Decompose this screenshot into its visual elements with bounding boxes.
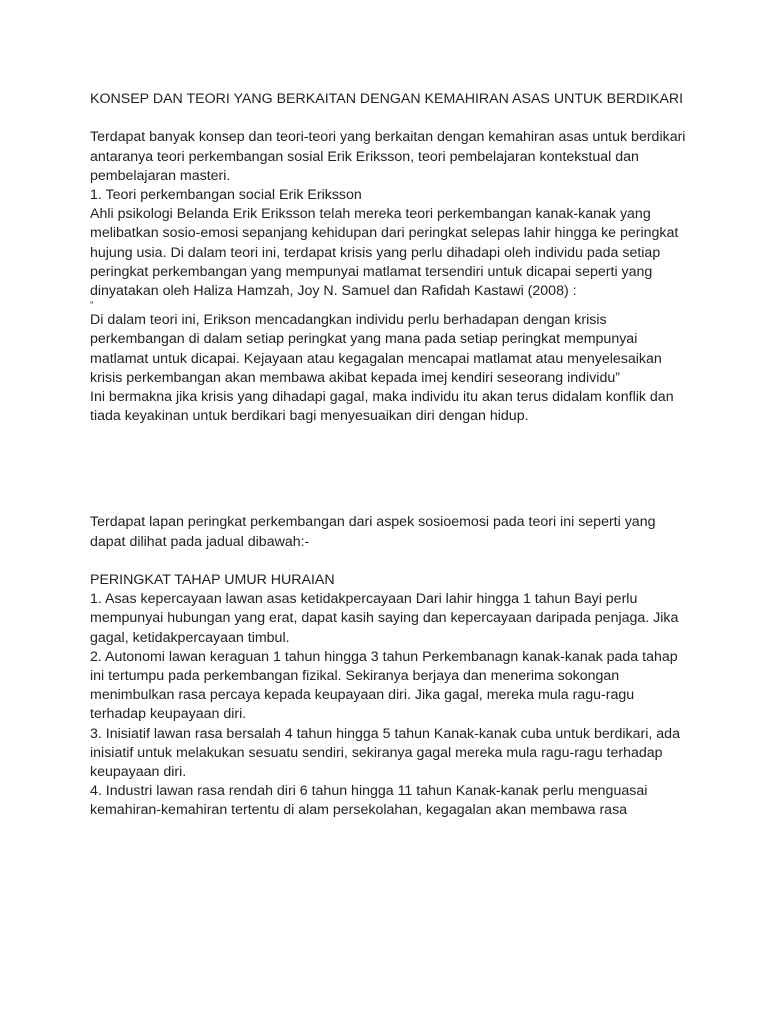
document-title: KONSEP DAN TEORI YANG BERKAITAN DENGAN KEMAHIRAN ASAS UNTUK BERDIKARI [90,91,684,107]
stage-item: 3. Inisiatif lawan rasa bersalah 4 tahun hingga 5 tahun Kanak-kanak cuba untuk berdikari, ada inisiatif untuk melakukan sesuatu sendiri, sekiranya gagal mereka mula ragu-ragu terhadap keupayaan diri. [90,725,680,781]
table-header: PERINGKAT TAHAP UMUR HURAIAN [90,572,335,589]
open-quote-mark: “ [90,300,94,312]
spacer [90,552,690,571]
section-paragraph: Ahli psikologi Belanda Erik Eriksson telah mereka teori perkembangan kanak-kanak yang melibatkan sosio-emosi sepanjang kehidupan dari peringkat selepas lahir hingga ke peringkat hujung usia. Di dalam teori ini, terdapat krisis yang perlu dihadapi oleh individu pada setiap peringkat perkembangan yang mempunyai matlamat tersendiri untuk dicapai seperti yang dinyatakan oleh Haliza Hamzah, Joy N. Samuel dan Rafidah Kastawi (2008) : [90,206,679,300]
stage-item: 4. Industri lawan rasa rendah diri 6 tahun hingga 11 tahun Kanak-kanak perlu menguasai kemahiran-kemahiran tertentu di alam persekolahan, kegagalan akan membawa rasa [90,783,648,819]
spacer [90,426,690,513]
stage-item: 2. Autonomi lawan keraguan 1 tahun hingga 3 tahun Perkembanagn kanak-kanak pada tahap ini tertumpu pada perkembangan fizikal. Sekiranya berjaya dan menerima sokongan menimbulkan rasa percaya kepada keupayaan diri. Jika gagal, mereka mula ragu-ragu terhadap keupayaan diri. [90,648,678,723]
spacer [90,109,690,128]
quote-paragraph: Di dalam teori ini, Erikson mencadangkan individu perlu berhadapan dengan krisis perkembangan di dalam setiap peringkat yang mana pada setiap peringkat mempunyai matlamat untuk dicapai. Kejayaan atau kegagalan mencapai matlamat atau menyelesaikan krisis perkembangan akan membawa akibat kepada imej kendiri seseorang individu” [90,312,662,386]
document-body [90,90,690,821]
stages-intro-paragraph: Terdapat lapan peringkat perkembangan dari aspek sosioemosi pada teori ini seperti yang dapat dilihat pada jadual dibawah:- [90,514,656,550]
quote-followup-paragraph: Ini bermakna jika krisis yang dihadapi gagal, maka individu itu akan terus didalam konflik dan tiada keyakinan untuk berdikari bagi menyesuaikan diri dengan hidup. [90,389,674,425]
section-heading: 1. Teori perkembangan social Erik Eriksson [90,187,362,203]
intro-paragraph: Terdapat banyak konsep dan teori-teori yang berkaitan dengan kemahiran asas untuk berdikari antaranya teori perkembangan sosial Erik Eriksson, teori pembelajaran kontekstual dan pembelajaran masteri. [90,129,686,184]
stage-item: 1. Asas kepercayaan lawan asas ketidakpercayaan Dari lahir hingga 1 tahun Bayi perlu mempunyai hubungan yang erat, dapat kasih saying dan kepercayaan daripada penjaga. Jika gagal, ketidakpercayaan timbul. [90,591,679,646]
